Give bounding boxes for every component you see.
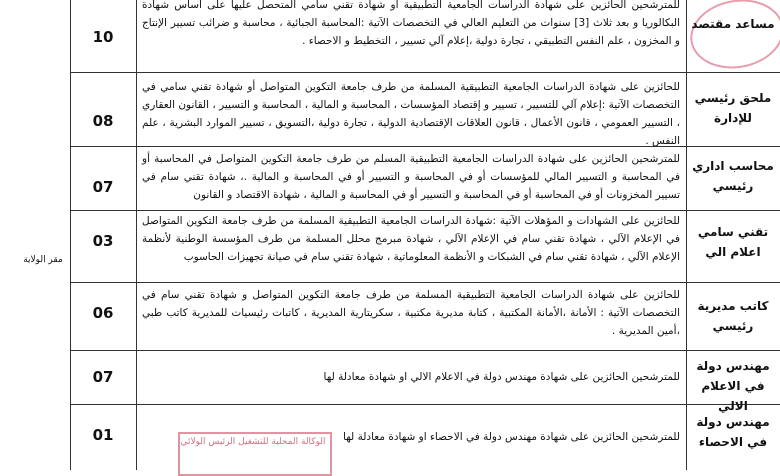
job-title: مساعد مقتصد [691, 17, 775, 31]
column-divider [686, 0, 687, 470]
positions-count: 08 [92, 112, 114, 130]
job-title: تقني سامي اعلام الي [697, 225, 769, 259]
requirements-text: للحائزين على الشهادات و المؤهلات الآتية :شهادة الدراسات الجامعية التطبيقية المسلمة من طرف جامعة التكوين المتواصل في الإعلام الآلي ، شهادة تقني سام في الإعلام الآلي ، شهادة مبرمج محلل المسلمة من طرف المؤسسة الوطنية لأنظمة الإعلام الآلي ، شهادة تقني سام في الشبكات و الأنظمة المعلوماتية ، شهادة تقني سام في صيانة تجهيزات الحاسوب [142, 215, 680, 263]
job-title: مهندس دولة في الاحصاء [696, 415, 770, 449]
column-divider [70, 0, 71, 470]
column-divider [136, 0, 137, 470]
requirements-text: للمترشحين الحائزين على شهادة مهندس دولة في الاعلام الالي او شهادة معادلة لها [323, 371, 680, 383]
row-divider [70, 350, 780, 351]
positions-count: 06 [92, 304, 114, 322]
row-divider [70, 72, 780, 73]
row-divider [70, 404, 780, 405]
job-title: مهندس دولة في الاعلام الالي [696, 359, 770, 413]
row-divider [70, 282, 780, 283]
requirements-text: للحائزين على شهادة الدراسات الجامعية التطبيقية المسلمة من طرف جامعة التكوين المتواصل أو شهادة تقني سامي في التخصصات الآتية :إعلام آلي للتسيير ، تسيير و إقتصاد المؤسسات ، المحاسبة و المالية ، المحاسبة و التسيير ، القانون العقاري ، التسيير العمومي ، قانون الأعمال ، قانون العلاقات الإقتصادية الدولية ، تجارة دولية ،التسويق ، تسيير الموارد البشرية ، علم النفس . [142, 81, 680, 147]
official-stamp [685, 0, 780, 76]
positions-count: 10 [92, 28, 114, 46]
requirements-text: للمترشحين الحائزين على شهادة مهندس دولة في الاحصاء او شهادة معادلة لها [343, 431, 680, 443]
requirements-text: للحائزين على شهادة الدراسات الجامعية التطبيقية المسلمة من طرف جامعة التكوين المتواصل و شهادة تقني سام في التخصصات الآتية : الأمانة ،الأمانة المكتبية ، كتابة مديرية مكتبية ، سكريتارية المديرية ، كاتبات رئيسيات للمديرية كاتب طبي ،أمين المديرية . [142, 289, 680, 337]
requirements-text: للمترشحين الحائزين على شهادة الدراسات الجامعية التطبيقية المسلم من طرف جامعة التكوين المتواصل في المحاسبة أو في المحاسبة و التسيير المالي للمؤسسات أو في المحاسبة و التسيير أو في المحاسبة و المالية .، شهادة تقني سام في تسيير المخزونات أو في المحاسبة أو في المحاسبة و التسيير أو في المحاسبة و المالية ، شهادة الاقتصاد و القانون [142, 153, 680, 201]
job-title: ملحق رئيسي للإدارة [694, 91, 772, 125]
location-label: مقر الولاية [23, 255, 63, 265]
positions-count: 07 [92, 178, 114, 196]
stamp-text: الوكالة المحلية للتشغيل الرئيس الولائي [180, 437, 326, 447]
positions-count: 03 [92, 232, 114, 250]
positions-count: 07 [92, 368, 114, 386]
positions-count: 01 [92, 426, 114, 444]
row-divider [70, 210, 780, 211]
requirements-text: للمترشحين الحائزين على شهادة الدراسات الجامعية التطبيقية أو شهادة تقني سامي المتحصل عليها على أساس شهادة البكالوريا و بعد ثلاث [3] سنوات من التعليم العالي في التخصصات الآتية :المحاسبة الجبائية ، محاسبة و ضرائب تسيير الإنتاج و المخزون ، علم النفس التطبيقي ، تجارة دولية ،إعلام آلي تسيير ، التخطيط و الاحصاء . [142, 0, 681, 47]
job-title: محاسب اداري رئيسي [692, 159, 774, 193]
job-title: كاتب مديرية رئيسي [697, 299, 769, 333]
